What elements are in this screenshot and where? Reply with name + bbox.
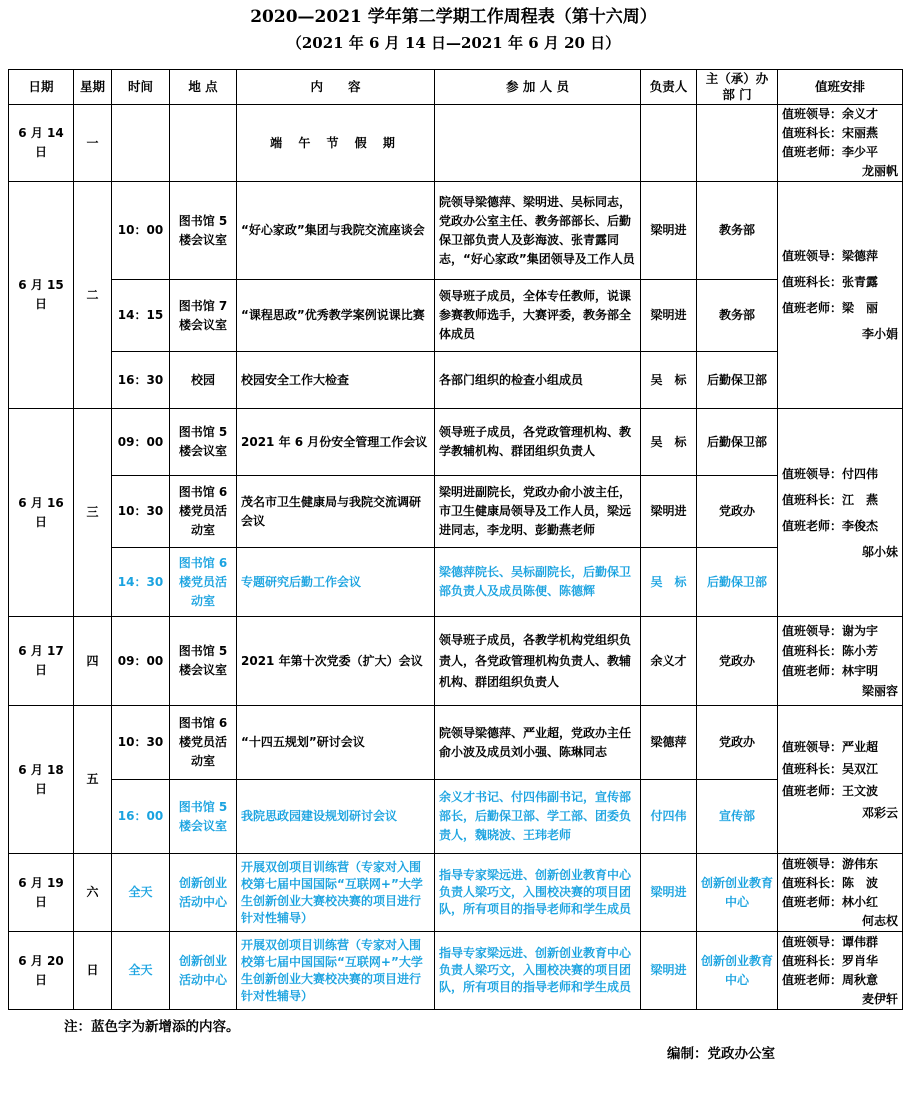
content-cell: 开展双创项目训练营（专家对入围校第七届中国国际“互联网+”大学生创新创业大赛校决赛的项目进行针对性辅导） xyxy=(237,854,435,932)
location-cell: 创新创业活动中心 xyxy=(170,854,237,932)
weekday-cell: 六 xyxy=(74,854,112,932)
table-row-new xyxy=(9,854,903,932)
duty-cell xyxy=(778,105,903,182)
responsible-cell: 吴 标 xyxy=(641,352,697,409)
duty-cell xyxy=(778,182,903,409)
duty-chief: 值班科长：陈 波 xyxy=(782,875,879,890)
responsible-cell: 梁明进 xyxy=(641,280,697,352)
holiday-cell: 端 午 节 假 期 xyxy=(237,105,435,182)
responsible-cell: 梁明进 xyxy=(641,932,697,1010)
content-cell: “好心家政”集团与我院交流座谈会 xyxy=(237,182,435,280)
duty-teacher: 值班老师：周秋意 xyxy=(782,972,879,987)
location-cell: 图书馆 7 楼会议室 xyxy=(170,280,237,352)
header-location: 地 点 xyxy=(170,70,237,105)
time-cell: 10：30 xyxy=(112,706,170,780)
participants-cell: 院领导梁德萍、严业超，党政办主任俞小波及成员刘小强、陈琳同志 xyxy=(435,706,641,780)
time-cell: 10：00 xyxy=(112,182,170,280)
content-cell: 校园安全工作大检查 xyxy=(237,352,435,409)
duty-cell xyxy=(778,617,903,706)
participants-cell: 梁明进副院长，党政办俞小波主任，市卫生健康局领导及工作人员，梁远进同志，李龙明、彭勤燕老师 xyxy=(435,476,641,548)
responsible-cell xyxy=(641,105,697,182)
dept-cell: 后勤保卫部 xyxy=(697,409,778,476)
page-title: 2020—2021 学年第二学期工作周程表（第十六周） xyxy=(250,7,657,27)
location-cell: 校园 xyxy=(170,352,237,409)
dept-cell: 党政办 xyxy=(697,617,778,706)
content-cell: “课程思政”优秀教学案例说课比赛 xyxy=(237,280,435,352)
weekday-cell: 五 xyxy=(74,706,112,854)
date-cell: 6 月 15 日 xyxy=(9,182,74,409)
time-cell: 全天 xyxy=(112,854,170,932)
location-cell xyxy=(170,105,237,182)
table-row xyxy=(9,280,903,352)
participants-cell: 领导班子成员，各教学机构党组织负责人，各党政管理机构负责人、教辅机构、群团组织负责人 xyxy=(435,617,641,706)
weekday-cell: 二 xyxy=(74,182,112,409)
duty-teacher: 值班老师：李少平 xyxy=(782,145,879,159)
dept-cell: 教务部 xyxy=(697,280,778,352)
date-cell: 6 月 17 日 xyxy=(9,617,74,706)
header-time: 时间 xyxy=(112,70,170,105)
dept-cell: 后勤保卫部 xyxy=(697,548,778,617)
dept-cell: 创新创业教育中心 xyxy=(697,854,778,932)
participants-cell: 指导专家梁远进、创新创业教育中心负责人梁巧文，入围校决赛的项目团队，所有项目的指导老师和学生成员 xyxy=(435,932,641,1010)
responsible-cell: 梁德萍 xyxy=(641,706,697,780)
location-cell: 图书馆 6 楼党员活动室 xyxy=(170,476,237,548)
dept-cell: 教务部 xyxy=(697,182,778,280)
time-cell: 14：30 xyxy=(112,548,170,617)
responsible-cell: 余义才 xyxy=(641,617,697,706)
duty-teacher-2: 麦伊轩 xyxy=(861,991,898,1006)
duty-leader: 值班领导：谭伟群 xyxy=(782,934,879,949)
table-row xyxy=(9,476,903,548)
location-cell: 图书馆 6 楼党员活动室 xyxy=(170,548,237,617)
duty-teacher: 值班老师：李俊杰 xyxy=(782,518,879,533)
duty-teacher: 值班老师：梁 丽 xyxy=(782,301,879,315)
header-row xyxy=(9,70,903,105)
table-row xyxy=(9,352,903,409)
table-row xyxy=(9,105,903,182)
location-cell: 图书馆 5 楼会议室 xyxy=(170,182,237,280)
time-cell: 09：00 xyxy=(112,409,170,476)
header-date: 日期 xyxy=(9,70,74,105)
table-row xyxy=(9,617,903,706)
duty-teacher-2: 龙丽帆 xyxy=(861,164,898,178)
duty-chief: 值班科长：罗肖华 xyxy=(782,953,879,968)
location-cell: 创新创业活动中心 xyxy=(170,932,237,1010)
duty-teacher: 值班老师：林宇明 xyxy=(782,664,879,678)
responsible-cell: 吴 标 xyxy=(641,409,697,476)
date-cell: 6 月 18 日 xyxy=(9,706,74,854)
time-cell xyxy=(112,105,170,182)
duty-chief: 值班科长：宋丽燕 xyxy=(782,126,879,140)
participants-cell: 梁德萍院长、吴标副院长，后勤保卫部负责人及成员陈便、陈德辉 xyxy=(435,548,641,617)
table-row-new xyxy=(9,780,903,854)
duty-leader: 值班领导：梁德萍 xyxy=(782,249,879,263)
header-duty: 值班安排 xyxy=(778,70,903,105)
location-cell: 图书馆 6 楼党员活动室 xyxy=(170,706,237,780)
participants-cell: 指导专家梁远进、创新创业教育中心负责人梁巧文，入围校决赛的项目团队，所有项目的指导老师和学生成员 xyxy=(435,854,641,932)
weekday-cell: 四 xyxy=(74,617,112,706)
header-content: 内 容 xyxy=(237,70,435,105)
schedule-table xyxy=(8,69,903,1010)
table-row-new xyxy=(9,932,903,1010)
duty-cell xyxy=(778,854,903,932)
header-weekday: 星期 xyxy=(74,70,112,105)
duty-teacher-2: 梁丽容 xyxy=(861,684,898,698)
dept-cell: 党政办 xyxy=(697,476,778,548)
duty-leader: 值班领导：游伟东 xyxy=(782,856,879,871)
date-cell: 6 月 20 日 xyxy=(9,932,74,1010)
duty-cell xyxy=(778,409,903,617)
weekday-cell: 一 xyxy=(74,105,112,182)
header-participants: 参 加 人 员 xyxy=(435,70,641,105)
duty-teacher-2: 何志权 xyxy=(861,913,898,928)
duty-leader: 值班领导：谢为宇 xyxy=(782,624,879,638)
time-cell: 09：00 xyxy=(112,617,170,706)
responsible-cell: 梁明进 xyxy=(641,854,697,932)
duty-teacher: 值班老师：林小红 xyxy=(782,894,879,909)
header-dept: 主（承）办部 门 xyxy=(697,70,778,105)
participants-cell: 领导班子成员，各党政管理机构、教学教辅机构、群团组织负责人 xyxy=(435,409,641,476)
duty-cell xyxy=(778,932,903,1010)
editor-credit: 编制：党政办公室 xyxy=(667,1046,775,1062)
table-row-new xyxy=(9,548,903,617)
header-responsible: 负责人 xyxy=(641,70,697,105)
duty-teacher-2: 邓彩云 xyxy=(861,805,898,820)
page-subtitle: （2021 年 6 月 14 日—2021 年 6 月 20 日） xyxy=(286,34,621,52)
content-cell: 开展双创项目训练营（专家对入围校第七届中国国际“互联网+”大学生创新创业大赛校决赛的项目进行针对性辅导） xyxy=(237,932,435,1010)
table-row xyxy=(9,706,903,780)
table-row xyxy=(9,409,903,476)
participants-cell: 领导班子成员，全体专任教师，说课参赛教师选手，大赛评委，教务部全体成员 xyxy=(435,280,641,352)
duty-chief: 值班科长：张青露 xyxy=(782,275,879,289)
duty-leader: 值班领导：严业超 xyxy=(782,739,879,754)
participants-cell: 院领导梁德萍、梁明进、吴标同志，党政办公室主任、教务部部长、后勤保卫部负责人及彭海波、张青露同志，“好心家政”集团领导及工作人员 xyxy=(435,182,641,280)
duty-chief: 值班科长：江 燕 xyxy=(782,492,879,507)
time-cell: 14：15 xyxy=(112,280,170,352)
dept-cell: 党政办 xyxy=(697,706,778,780)
content-cell: “十四五规划”研讨会议 xyxy=(237,706,435,780)
location-cell: 图书馆 5 楼会议室 xyxy=(170,409,237,476)
footnote: 注：蓝色字为新增添的内容。 xyxy=(64,1019,240,1035)
dept-cell xyxy=(697,105,778,182)
location-cell: 图书馆 5 楼会议室 xyxy=(170,617,237,706)
content-cell: 我院思政园建设规划研讨会议 xyxy=(237,780,435,854)
time-cell: 10：30 xyxy=(112,476,170,548)
duty-teacher: 值班老师：王文波 xyxy=(782,783,879,798)
dept-cell: 后勤保卫部 xyxy=(697,352,778,409)
dept-cell: 创新创业教育中心 xyxy=(697,932,778,1010)
responsible-cell: 梁明进 xyxy=(641,182,697,280)
duty-teacher-2: 李小娟 xyxy=(861,327,898,341)
content-cell: 专题研究后勤工作会议 xyxy=(237,548,435,617)
location-cell: 图书馆 5 楼会议室 xyxy=(170,780,237,854)
duty-teacher-2: 邬小妹 xyxy=(861,544,898,559)
content-cell: 2021 年 6 月份安全管理工作会议 xyxy=(237,409,435,476)
participants-cell xyxy=(435,105,641,182)
responsible-cell: 吴 标 xyxy=(641,548,697,617)
time-cell: 全天 xyxy=(112,932,170,1010)
duty-chief: 值班科长：吴双江 xyxy=(782,761,879,776)
participants-cell: 各部门组织的检查小组成员 xyxy=(435,352,641,409)
responsible-cell: 梁明进 xyxy=(641,476,697,548)
participants-cell: 余义才书记、付四伟副书记，宣传部部长，后勤保卫部、学工部、团委负责人，魏晓波、王玮老师 xyxy=(435,780,641,854)
responsible-cell: 付四伟 xyxy=(641,780,697,854)
weekday-cell: 三 xyxy=(74,409,112,617)
date-cell: 6 月 19 日 xyxy=(9,854,74,932)
content-cell: 2021 年第十次党委（扩大）会议 xyxy=(237,617,435,706)
content-cell: 茂名市卫生健康局与我院交流调研会议 xyxy=(237,476,435,548)
duty-leader: 值班领导：余义才 xyxy=(782,107,879,121)
time-cell: 16：00 xyxy=(112,780,170,854)
weekday-cell: 日 xyxy=(74,932,112,1010)
duty-leader: 值班领导：付四伟 xyxy=(782,466,879,481)
table-row xyxy=(9,182,903,280)
duty-cell xyxy=(778,706,903,854)
date-cell: 6 月 14 日 xyxy=(9,105,74,182)
duty-chief: 值班科长：陈小芳 xyxy=(782,644,879,658)
dept-cell: 宣传部 xyxy=(697,780,778,854)
time-cell: 16：30 xyxy=(112,352,170,409)
date-cell: 6 月 16 日 xyxy=(9,409,74,617)
